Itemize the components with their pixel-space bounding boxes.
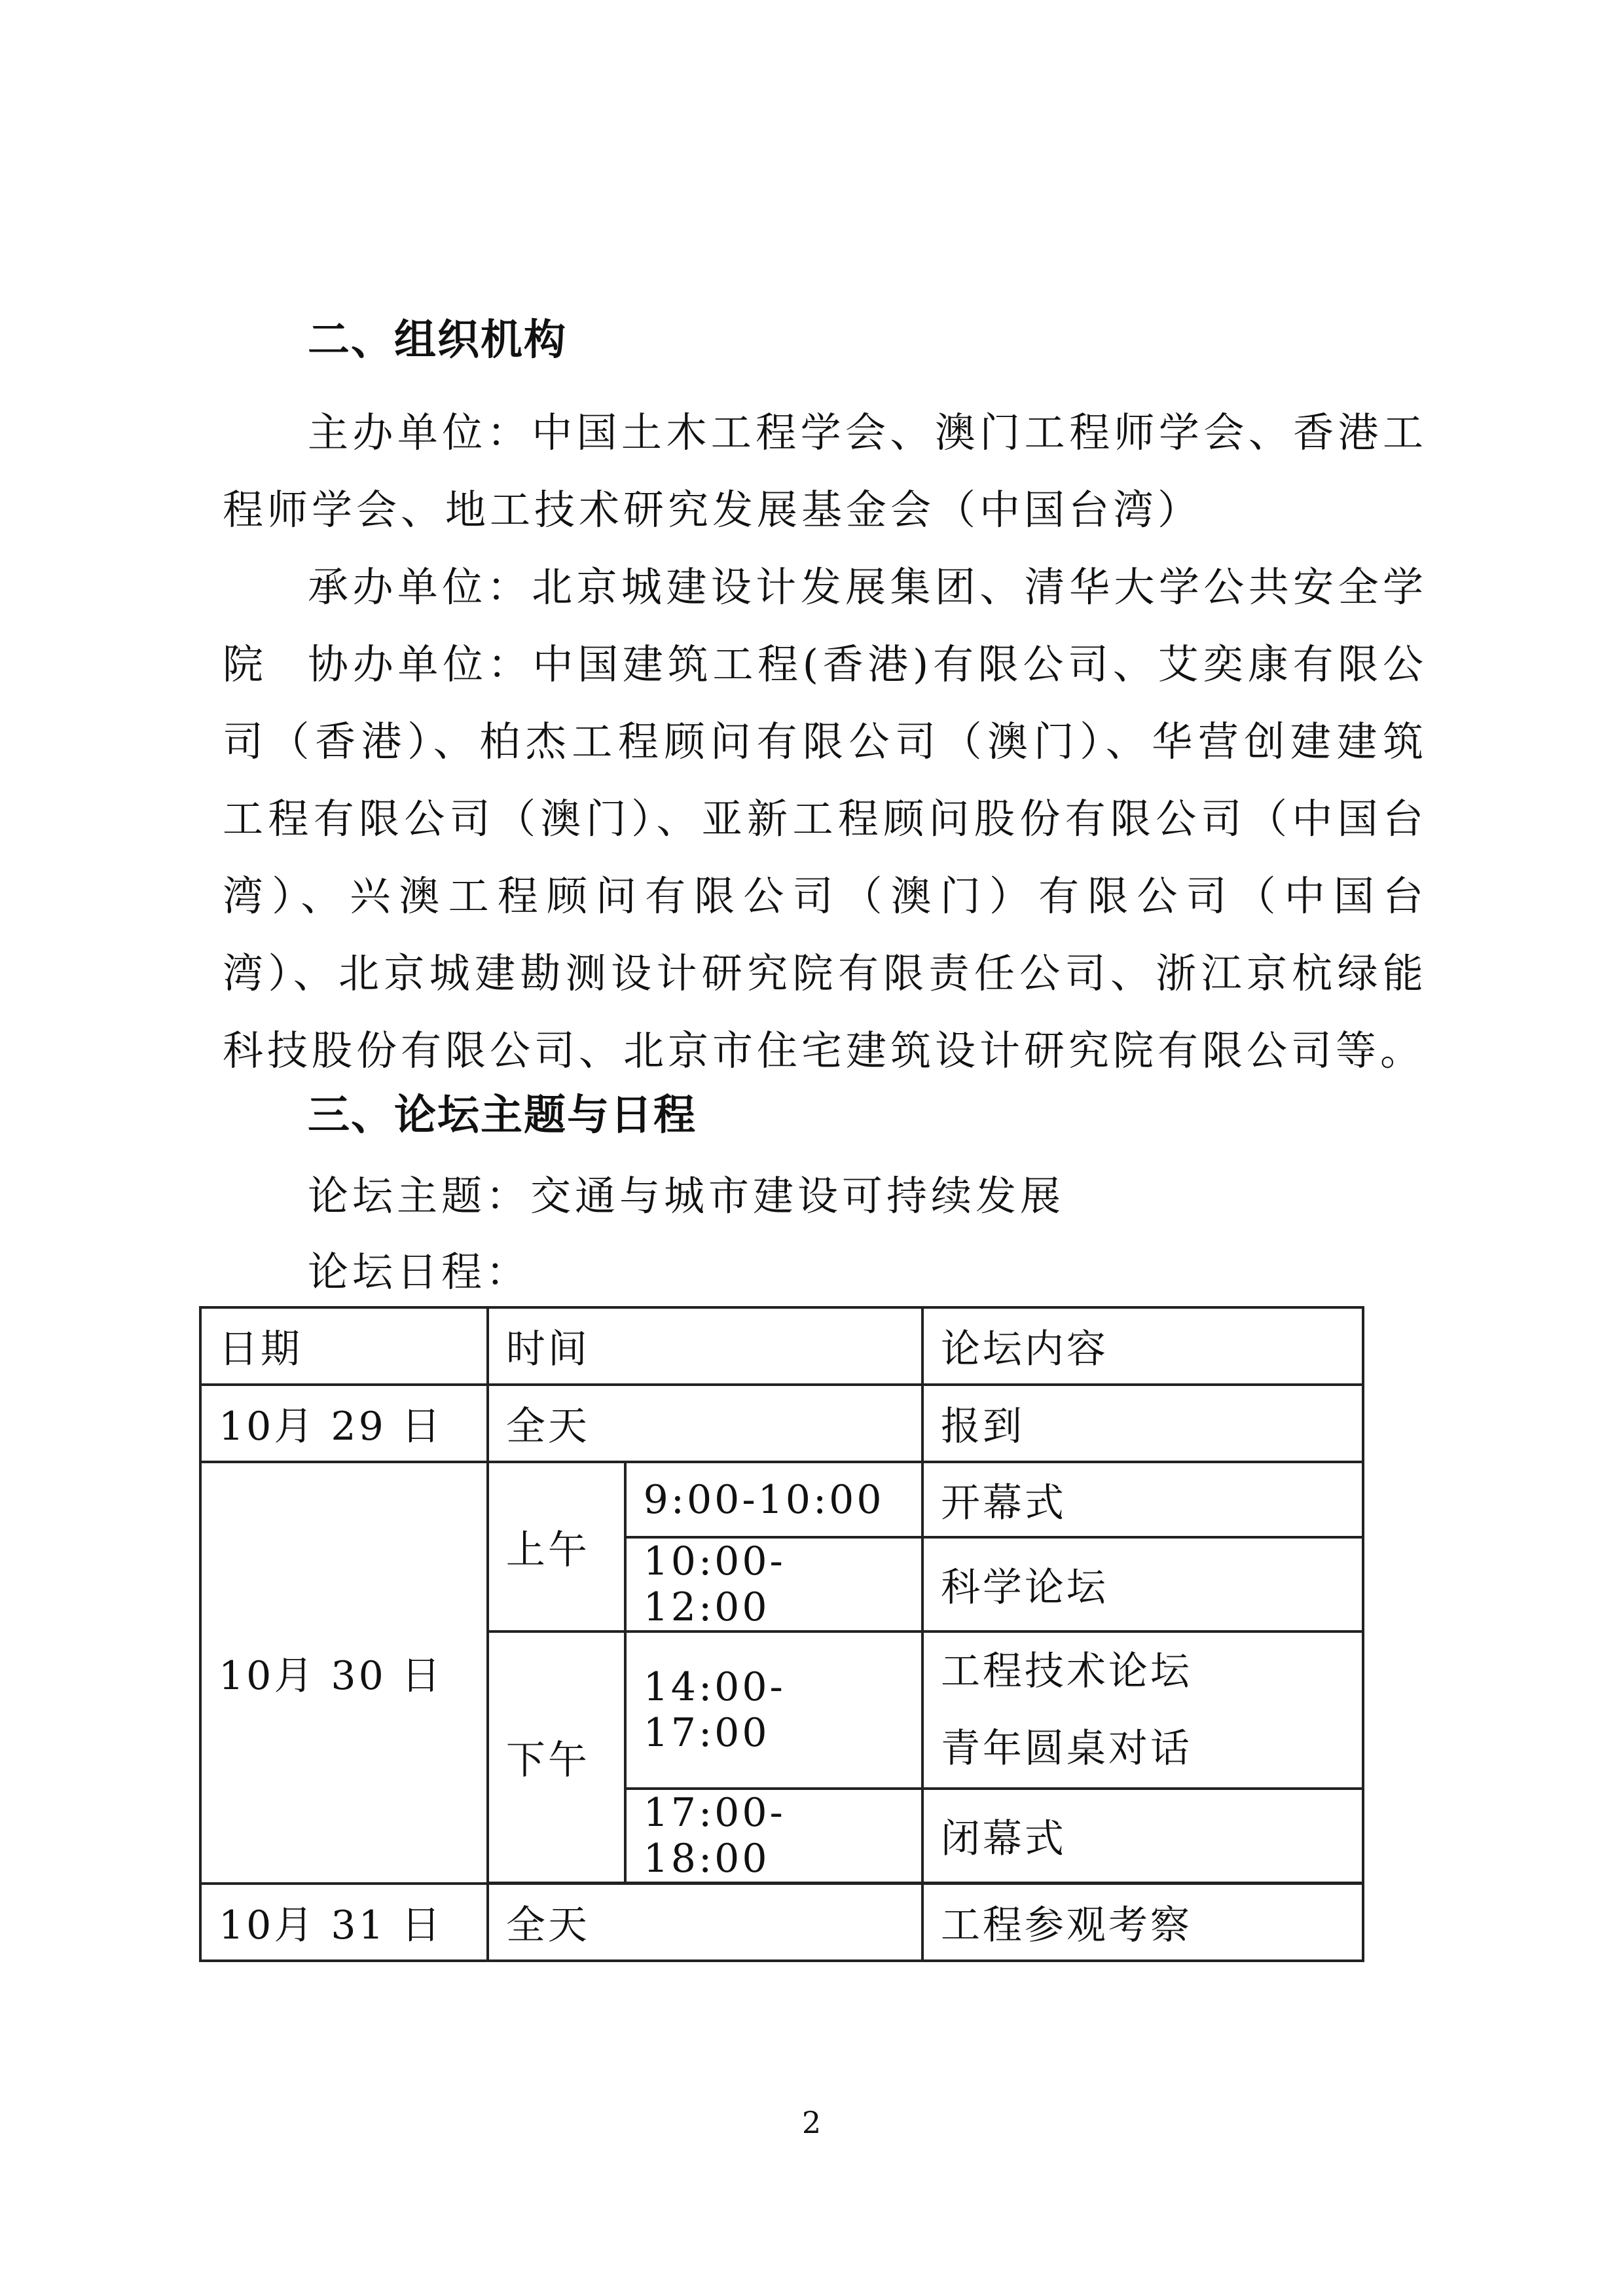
header-time: 时间 [488,1307,922,1385]
page-number: 2 [801,2105,822,2140]
schedule-table [199,1306,1364,1962]
row-time-slot3: 14:00-17:00 [625,1631,922,1789]
row-time-slot2: 10:00-12:00 [625,1537,922,1631]
row-time: 全天 [488,1385,922,1462]
row-period-am: 上午 [488,1462,625,1631]
row-content-slot2: 科学论坛 [922,1537,1363,1631]
row-date: 10月 31 日 [200,1884,488,1961]
content-line: 青年圆桌对话 [940,1726,1192,1772]
row-content: 报到 [922,1385,1363,1462]
row-date-oct30: 10月 30 日 [200,1462,488,1884]
table-row [200,1884,1363,1961]
row-date: 10月 29 日 [200,1385,488,1462]
header-content: 论坛内容 [922,1307,1363,1385]
forum-schedule-label: 论坛日程： [308,1248,531,1296]
content-line: 工程技术论坛 [940,1649,1192,1694]
host-units-paragraph: 主办单位：中国土木工程学会、澳门工程师学会、香港工程师学会、地工技术研究发展基金会（中国台湾） [223,409,1427,534]
organizer-units-paragraph: 承办单位：北京城建设计发展集团、清华大学公共安全学院 [223,563,1427,688]
table-row [200,1462,1363,1537]
row-content: 工程参观考察 [922,1884,1363,1961]
forum-theme-line: 论坛主题：交通与城市建设可持续发展 [308,1172,1065,1220]
row-time-slot1: 9:00-10:00 [625,1462,922,1537]
row-content-slot1: 开幕式 [922,1462,1363,1537]
table-row [200,1385,1363,1462]
section-heading-organization: 二、组织机构 [308,316,567,365]
row-time: 全天 [488,1884,922,1961]
row-content-slot3 [922,1631,1363,1789]
row-time-slot4: 17:00-18:00 [625,1789,922,1883]
section-heading-theme-schedule: 三、论坛主题与日程 [308,1091,697,1140]
header-date: 日期 [200,1307,488,1385]
row-period-pm: 下午 [488,1631,625,1883]
coorganizer-units-paragraph: 协办单位：中国建筑工程(香港)有限公司、艾奕康有限公司（香港）、柏杰工程顾问有限公司（澳门）、华营创建建筑工程有限公司（澳门）、亚新工程顾问股份有限公司（中国台湾）、兴澳工程顾问有限公司（澳门）有限公司（中国台湾）、北京城建勘测设计研究院有限责任公司、浙江京杭绿能科技股份有限公司、北京市住宅建筑设计研究院有限公司等。 [223,640,1427,1074]
table-header-row [200,1307,1363,1385]
row-content-slot4: 闭幕式 [922,1789,1363,1883]
